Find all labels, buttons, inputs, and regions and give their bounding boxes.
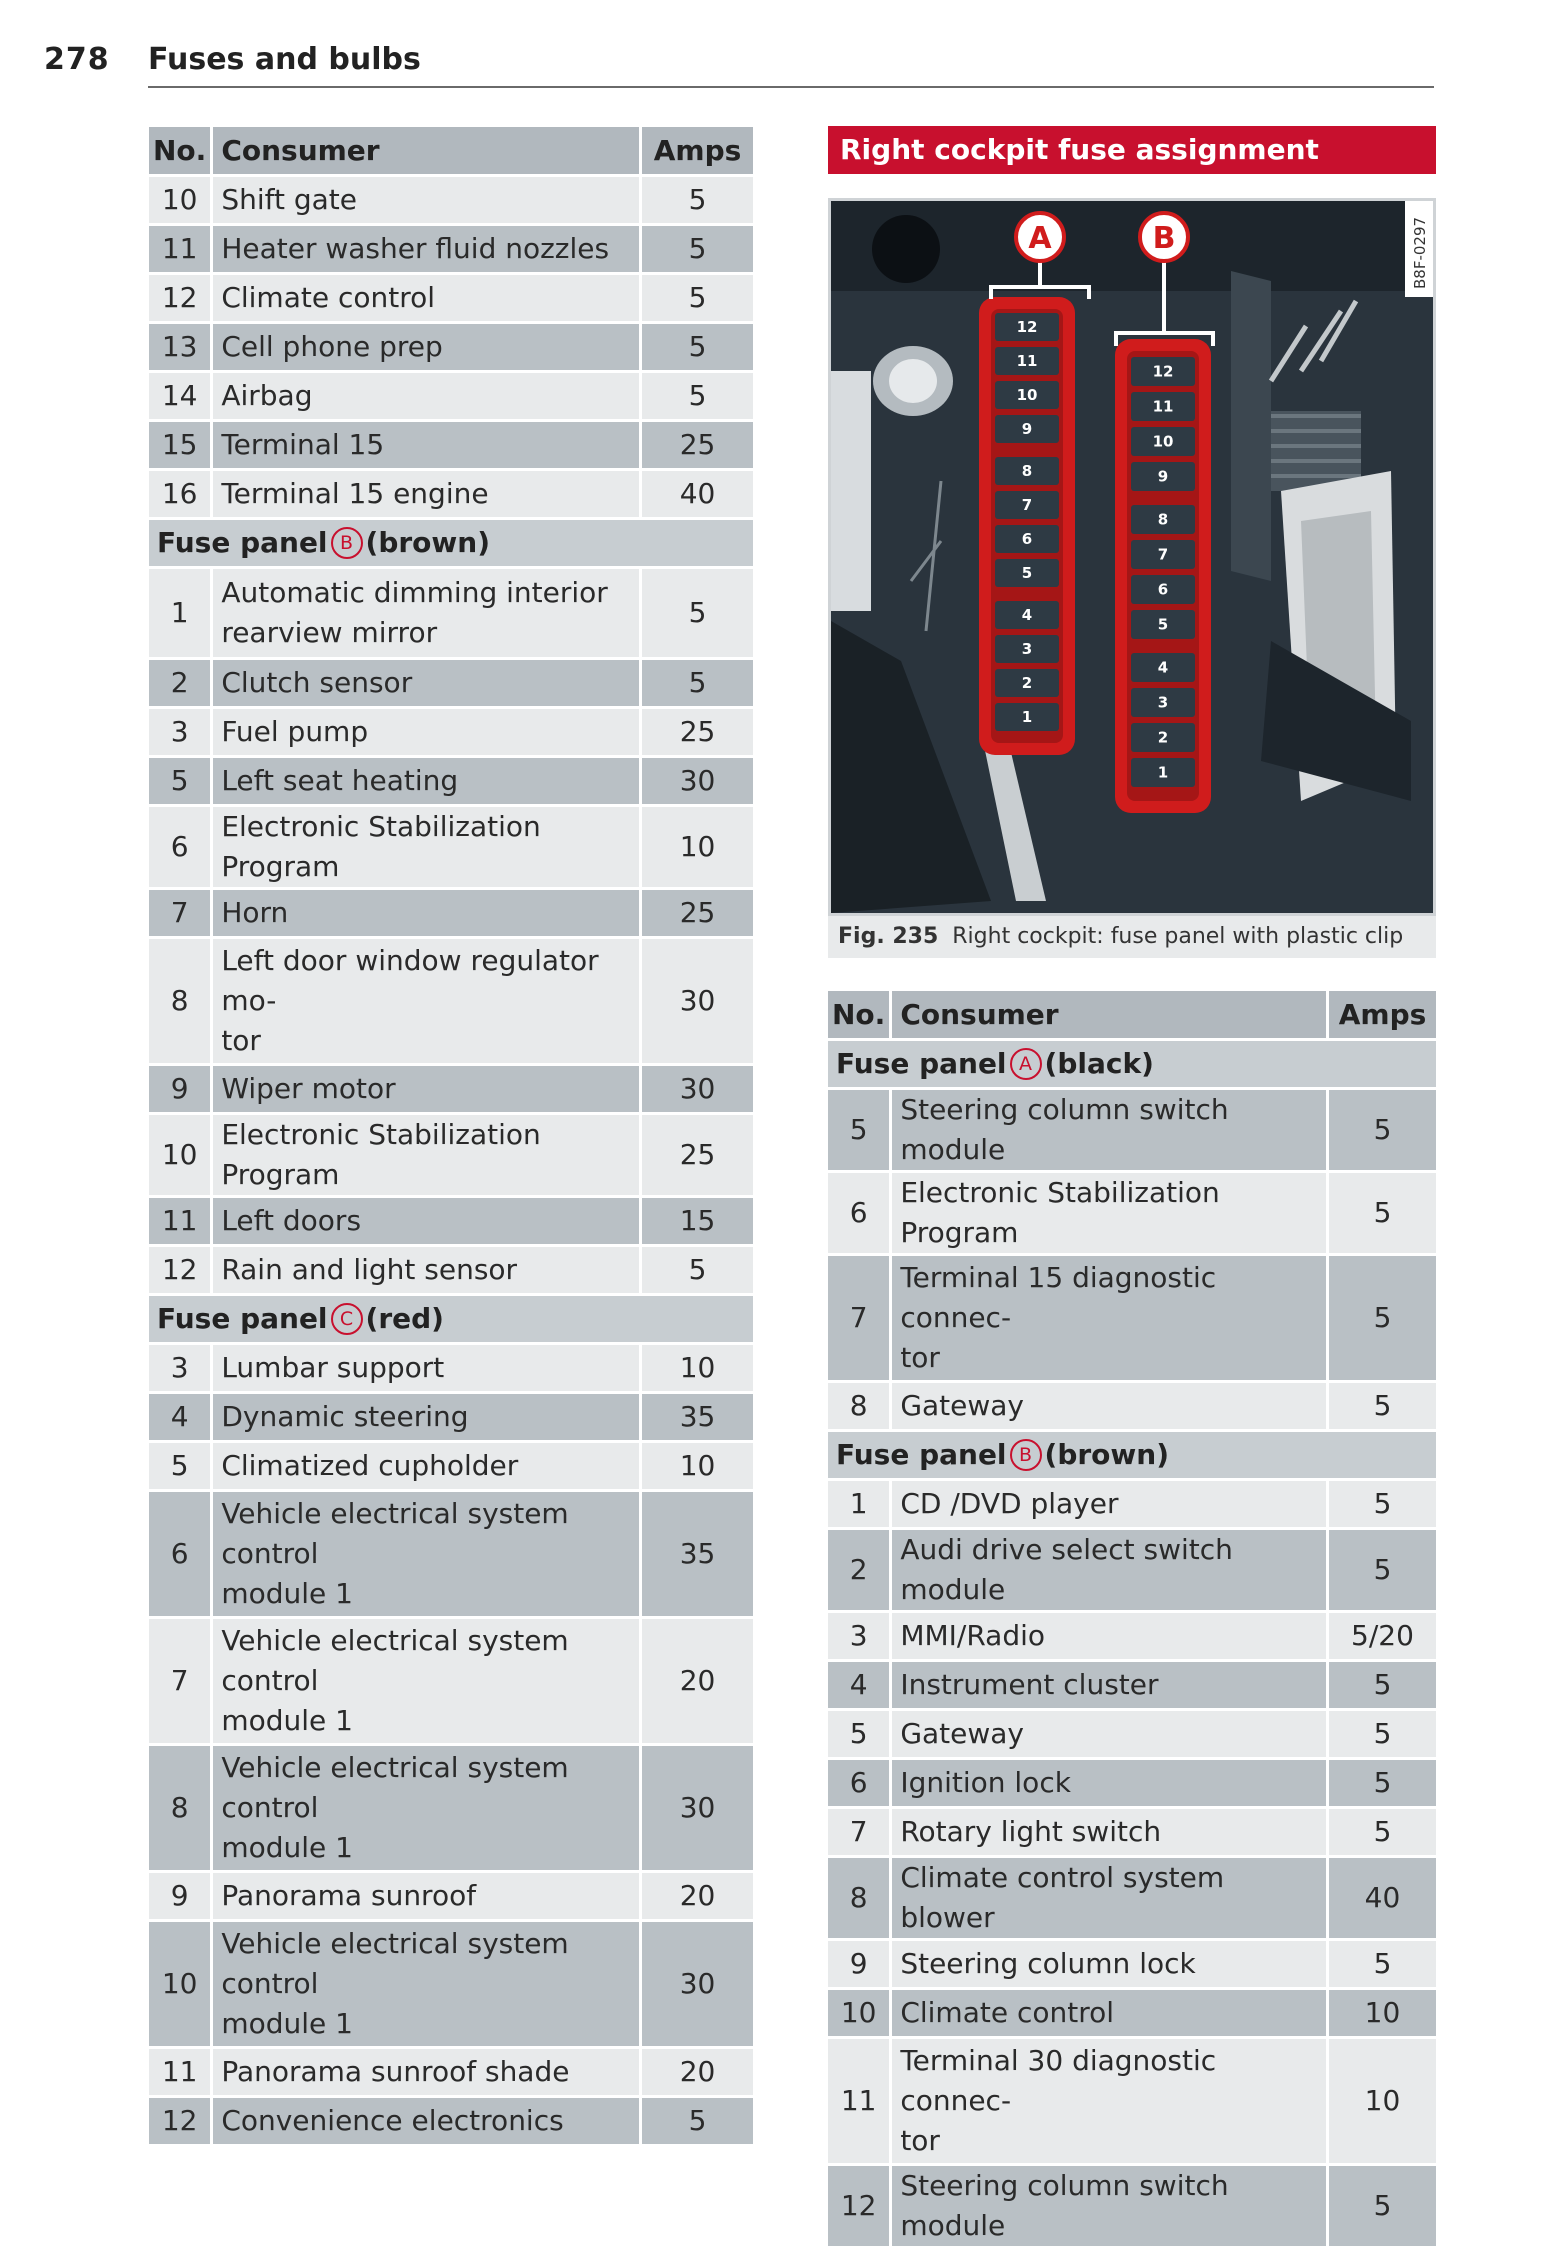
fuse-panel-group-row bbox=[828, 1041, 1436, 1087]
callout-b-label: B bbox=[1152, 221, 1176, 256]
consumer-line-1: Vehicle electrical system control bbox=[221, 1497, 569, 1570]
table-row bbox=[149, 709, 753, 755]
table-header-row bbox=[828, 991, 1436, 1038]
fuse-number: 12 bbox=[149, 275, 213, 321]
fuse-amps: 40 bbox=[1329, 1858, 1436, 1938]
fuse-number: 6 bbox=[149, 807, 213, 887]
fuse-amps: 5 bbox=[1329, 1711, 1436, 1757]
table-row bbox=[828, 1662, 1436, 1708]
page-number: 278 bbox=[44, 42, 110, 77]
fuse-consumer: Electronic Stabilization Program bbox=[892, 1173, 1329, 1253]
fuse-number: 7 bbox=[828, 1809, 892, 1855]
fuse-amps: 30 bbox=[642, 1922, 753, 2046]
fuse-number: 10 bbox=[149, 1922, 213, 2046]
table-row bbox=[149, 1247, 753, 1293]
fuse-amps: 5 bbox=[1329, 1760, 1436, 1806]
fuse-panel-group-label bbox=[828, 1041, 1436, 1087]
fuse-number: 11 bbox=[149, 226, 213, 272]
fuse-amps: 5 bbox=[1329, 2166, 1436, 2246]
fuse-amps: 5 bbox=[1329, 1383, 1436, 1429]
fuse-number: 5 bbox=[828, 1711, 892, 1757]
fuse-amps: 25 bbox=[642, 890, 753, 936]
fuse-number: 11 bbox=[149, 1198, 213, 1244]
fuse-number: 4 bbox=[828, 1662, 892, 1708]
figure-number: Fig. 235 bbox=[838, 924, 939, 949]
fuse-amps: 10 bbox=[1329, 1990, 1436, 2036]
header-consumer: Consumer bbox=[213, 127, 642, 174]
table-row bbox=[828, 2039, 1436, 2163]
fuse-amps: 5 bbox=[642, 2098, 753, 2144]
panel-letter-icon: A bbox=[1010, 1048, 1042, 1080]
fuse-slot-number: 3 bbox=[1157, 693, 1169, 712]
consumer-line-1: Vehicle electrical system control bbox=[221, 1624, 569, 1697]
fuse-number: 11 bbox=[149, 2049, 213, 2095]
table-row bbox=[149, 226, 753, 272]
fuse-amps: 5 bbox=[1329, 1256, 1436, 1380]
fuse-amps: 35 bbox=[642, 1492, 753, 1616]
fuse-amps: 20 bbox=[642, 1873, 753, 1919]
table-row bbox=[149, 807, 753, 887]
table-row bbox=[149, 471, 753, 517]
fuse-slot-number: 4 bbox=[1021, 606, 1033, 624]
table-row bbox=[149, 939, 753, 1063]
fuse-slot-number: 2 bbox=[1157, 728, 1169, 747]
fuse-amps: 5 bbox=[1329, 1530, 1436, 1610]
fuse-slot-number: 7 bbox=[1157, 545, 1169, 564]
fuse-amps: 5 bbox=[1329, 1941, 1436, 1987]
table-row bbox=[828, 1941, 1436, 1987]
fuse-consumer bbox=[213, 1746, 642, 1870]
fuse-number: 3 bbox=[149, 709, 213, 755]
fuse-number: 4 bbox=[149, 1394, 213, 1440]
left-fuse-table bbox=[149, 124, 753, 2147]
fuse-number: 8 bbox=[828, 1858, 892, 1938]
fuse-number: 2 bbox=[828, 1530, 892, 1610]
fuse-amps: 5 bbox=[642, 660, 753, 706]
fuse-consumer: Terminal 15 bbox=[213, 422, 642, 468]
header-amps: Amps bbox=[642, 127, 753, 174]
callout-a-label: A bbox=[1028, 221, 1052, 256]
fuse-number: 6 bbox=[828, 1173, 892, 1253]
fuse-slot-number: 1 bbox=[1021, 708, 1033, 726]
fuse-amps: 5 bbox=[642, 177, 753, 223]
fuse-amps: 10 bbox=[1329, 2039, 1436, 2163]
section-title: Fuses and bulbs bbox=[148, 42, 421, 77]
fuse-consumer bbox=[892, 1256, 1329, 1380]
group-suffix: (red) bbox=[365, 1302, 444, 1335]
fuse-panel-group-label bbox=[149, 520, 753, 566]
table-row bbox=[149, 373, 753, 419]
fuse-slot-number: 1 bbox=[1157, 763, 1169, 782]
consumer-line-1: Vehicle electrical system control bbox=[221, 1927, 569, 2000]
fuse-consumer: Fuel pump bbox=[213, 709, 642, 755]
fuse-amps: 5 bbox=[1329, 1090, 1436, 1170]
fuse-number: 5 bbox=[149, 1443, 213, 1489]
table-row bbox=[149, 1066, 753, 1112]
consumer-line-1: Terminal 30 diagnostic connec- bbox=[900, 2044, 1217, 2117]
fuse-slot-number: 6 bbox=[1157, 580, 1169, 599]
fuse-consumer: Shift gate bbox=[213, 177, 642, 223]
fuse-consumer bbox=[213, 1492, 642, 1616]
header-no: No. bbox=[828, 991, 892, 1038]
fuse-slot-number: 6 bbox=[1021, 530, 1033, 548]
fuse-consumer: Instrument cluster bbox=[892, 1662, 1329, 1708]
header-amps: Amps bbox=[1329, 991, 1436, 1038]
fuse-consumer: Gateway bbox=[892, 1711, 1329, 1757]
figure-banner: Right cockpit fuse assignment bbox=[828, 126, 1436, 174]
fuse-number: 10 bbox=[149, 1115, 213, 1195]
table-row bbox=[149, 1746, 753, 1870]
fuse-consumer: Electronic Stabilization Program bbox=[213, 1115, 642, 1195]
consumer-line-2: module 1 bbox=[221, 1704, 353, 1737]
fuse-consumer: Panorama sunroof bbox=[213, 1873, 642, 1919]
fuse-amps: 25 bbox=[642, 1115, 753, 1195]
fuse-consumer: Gateway bbox=[892, 1383, 1329, 1429]
fuse-number: 6 bbox=[828, 1760, 892, 1806]
fuse-slot-number: 5 bbox=[1157, 615, 1169, 634]
table-row bbox=[149, 275, 753, 321]
fuse-consumer: Steering column switch module bbox=[892, 1090, 1329, 1170]
table-row bbox=[149, 1873, 753, 1919]
consumer-line-2: tor bbox=[900, 1341, 940, 1374]
table-row bbox=[828, 1256, 1436, 1380]
fuse-consumer: Climate control bbox=[213, 275, 642, 321]
fuse-slot-number: 8 bbox=[1157, 510, 1169, 529]
fuse-amps: 5 bbox=[1329, 1173, 1436, 1253]
table-row bbox=[828, 1530, 1436, 1610]
fuse-number: 1 bbox=[828, 1481, 892, 1527]
table-row bbox=[149, 422, 753, 468]
table-row bbox=[149, 177, 753, 223]
fuse-consumer: Clutch sensor bbox=[213, 660, 642, 706]
fuse-slot-number: 2 bbox=[1021, 674, 1033, 692]
fuse-panel-figure bbox=[828, 198, 1436, 916]
table-row bbox=[149, 1394, 753, 1440]
panel-letter-icon: C bbox=[331, 1303, 363, 1335]
consumer-line-1: Vehicle electrical system control bbox=[221, 1751, 569, 1824]
fuse-number: 9 bbox=[149, 1873, 213, 1919]
fuse-consumer: Wiper motor bbox=[213, 1066, 642, 1112]
group-prefix: Fuse panel bbox=[836, 1438, 1007, 1471]
fuse-slot-number: 12 bbox=[1016, 318, 1038, 336]
fuse-amps: 30 bbox=[642, 1066, 753, 1112]
fuse-consumer: Lumbar support bbox=[213, 1345, 642, 1391]
fuse-number: 13 bbox=[149, 324, 213, 370]
fuse-consumer: Climatized cupholder bbox=[213, 1443, 642, 1489]
fuse-number: 10 bbox=[828, 1990, 892, 2036]
table-row bbox=[149, 2098, 753, 2144]
fuse-consumer bbox=[213, 939, 642, 1063]
fuse-consumer: Electronic Stabilization Program bbox=[213, 807, 642, 887]
fuse-amps: 5 bbox=[642, 226, 753, 272]
fuse-consumer bbox=[213, 569, 642, 657]
header-no: No. bbox=[149, 127, 213, 174]
table-row bbox=[149, 569, 753, 657]
table-row bbox=[828, 1760, 1436, 1806]
fuse-consumer: Airbag bbox=[213, 373, 642, 419]
fuse-slot-number: 11 bbox=[1016, 352, 1038, 370]
table-row bbox=[149, 1443, 753, 1489]
fuse-amps: 5 bbox=[642, 275, 753, 321]
table-row bbox=[149, 1198, 753, 1244]
fuse-slot-number: 4 bbox=[1157, 658, 1169, 677]
fuse-number: 12 bbox=[149, 2098, 213, 2144]
fuse-consumer: Steering column switch module bbox=[892, 2166, 1329, 2246]
fuse-consumer: Left doors bbox=[213, 1198, 642, 1244]
fuse-slot-number: 5 bbox=[1021, 564, 1033, 582]
fuse-number: 8 bbox=[828, 1383, 892, 1429]
table-row bbox=[149, 324, 753, 370]
fuse-consumer: Cell phone prep bbox=[213, 324, 642, 370]
consumer-line-1: Terminal 15 diagnostic connec- bbox=[900, 1261, 1217, 1334]
fuse-amps: 5 bbox=[1329, 1481, 1436, 1527]
table-row bbox=[828, 1990, 1436, 2036]
fuse-amps: 10 bbox=[642, 1443, 753, 1489]
figure-caption bbox=[828, 916, 1436, 958]
fuse-slot-number: 9 bbox=[1157, 467, 1169, 486]
group-suffix: (brown) bbox=[1044, 1438, 1170, 1471]
fuse-number: 5 bbox=[828, 1090, 892, 1170]
fuse-amps: 15 bbox=[642, 1198, 753, 1244]
fuse-number: 16 bbox=[149, 471, 213, 517]
fuse-consumer: Convenience electronics bbox=[213, 2098, 642, 2144]
fuse-amps: 5 bbox=[642, 324, 753, 370]
table-row bbox=[149, 1922, 753, 2046]
fuse-consumer: Climate control system blower bbox=[892, 1858, 1329, 1938]
consumer-line-2: tor bbox=[900, 2124, 940, 2157]
table-header-row bbox=[149, 127, 753, 174]
table-row bbox=[149, 1619, 753, 1743]
fuse-consumer bbox=[213, 1922, 642, 2046]
fuse-number: 11 bbox=[828, 2039, 892, 2163]
fuse-amps: 5 bbox=[1329, 1662, 1436, 1708]
page-header bbox=[44, 36, 1434, 88]
fuse-amps: 30 bbox=[642, 1746, 753, 1870]
fuse-consumer: Horn bbox=[213, 890, 642, 936]
fuse-consumer: CD /DVD player bbox=[892, 1481, 1329, 1527]
fuse-slot-number: 10 bbox=[1152, 432, 1174, 451]
group-suffix: (brown) bbox=[365, 526, 491, 559]
fuse-number: 1 bbox=[149, 569, 213, 657]
right-fuse-table bbox=[828, 988, 1436, 2249]
fuse-panel-group-row bbox=[149, 1296, 753, 1342]
fuse-number: 7 bbox=[149, 890, 213, 936]
fuse-amps: 10 bbox=[642, 1345, 753, 1391]
group-suffix: (black) bbox=[1044, 1047, 1154, 1080]
table-row bbox=[828, 1613, 1436, 1659]
table-row bbox=[149, 2049, 753, 2095]
fuse-consumer: Climate control bbox=[892, 1990, 1329, 2036]
table-row bbox=[828, 1481, 1436, 1527]
fuse-slot-number: 9 bbox=[1021, 420, 1033, 438]
panel-letter-icon: B bbox=[1010, 1439, 1042, 1471]
table-row bbox=[828, 1858, 1436, 1938]
fuse-consumer: Steering column lock bbox=[892, 1941, 1329, 1987]
fuse-number: 2 bbox=[149, 660, 213, 706]
table-row bbox=[828, 1090, 1436, 1170]
table-row bbox=[828, 1173, 1436, 1253]
fuse-amps: 5 bbox=[1329, 1809, 1436, 1855]
consumer-line-1: Left door window regulator mo- bbox=[221, 944, 599, 1017]
fuse-number: 5 bbox=[149, 758, 213, 804]
consumer-line-2: module 1 bbox=[221, 1577, 353, 1610]
table-row bbox=[149, 660, 753, 706]
fuse-consumer: Panorama sunroof shade bbox=[213, 2049, 642, 2095]
fuse-consumer: MMI/Radio bbox=[892, 1613, 1329, 1659]
fuse-number: 7 bbox=[828, 1256, 892, 1380]
fuse-slot-number: 12 bbox=[1152, 362, 1174, 381]
fuse-amps: 5 bbox=[642, 569, 753, 657]
fuse-number: 7 bbox=[149, 1619, 213, 1743]
table-row bbox=[149, 1492, 753, 1616]
table-row bbox=[828, 2166, 1436, 2246]
group-prefix: Fuse panel bbox=[157, 1302, 328, 1335]
table-row bbox=[828, 1383, 1436, 1429]
fuse-consumer: Dynamic steering bbox=[213, 1394, 642, 1440]
consumer-line-2: rearview mirror bbox=[221, 616, 438, 649]
fuse-number: 8 bbox=[149, 1746, 213, 1870]
fuse-amps: 35 bbox=[642, 1394, 753, 1440]
group-prefix: Fuse panel bbox=[157, 526, 328, 559]
group-prefix: Fuse panel bbox=[836, 1047, 1007, 1080]
fuse-amps: 10 bbox=[642, 807, 753, 887]
fuse-amps: 30 bbox=[642, 939, 753, 1063]
header-consumer: Consumer bbox=[892, 991, 1329, 1038]
panel-letter-icon: B bbox=[331, 527, 363, 559]
fuse-number: 6 bbox=[149, 1492, 213, 1616]
figure-caption-text: Right cockpit: fuse panel with plastic clip bbox=[952, 924, 1404, 949]
fuse-consumer: Rotary light switch bbox=[892, 1809, 1329, 1855]
fuse-consumer: Audi drive select switch module bbox=[892, 1530, 1329, 1610]
consumer-line-2: tor bbox=[221, 1024, 261, 1057]
fuse-slot-number: 3 bbox=[1021, 640, 1033, 658]
fuse-amps: 20 bbox=[642, 2049, 753, 2095]
fuse-panel-group-row bbox=[828, 1432, 1436, 1478]
fuse-panel-group-label bbox=[828, 1432, 1436, 1478]
fuse-number: 8 bbox=[149, 939, 213, 1063]
fuse-consumer bbox=[892, 2039, 1329, 2163]
fuse-amps: 5 bbox=[642, 1247, 753, 1293]
fuse-number: 12 bbox=[828, 2166, 892, 2246]
table-row bbox=[828, 1711, 1436, 1757]
fuse-number: 15 bbox=[149, 422, 213, 468]
figure-code: B8F-0297 bbox=[1411, 216, 1429, 289]
fuse-slot-number: 10 bbox=[1016, 386, 1038, 404]
fuse-slot-number: 11 bbox=[1152, 397, 1174, 416]
fuse-panel-illustration bbox=[831, 201, 1433, 913]
consumer-line-2: module 1 bbox=[221, 2007, 353, 2040]
fuse-consumer: Rain and light sensor bbox=[213, 1247, 642, 1293]
fuse-amps: 5/20 bbox=[1329, 1613, 1436, 1659]
consumer-line-2: module 1 bbox=[221, 1831, 353, 1864]
fuse-number: 14 bbox=[149, 373, 213, 419]
fuse-consumer bbox=[213, 1619, 642, 1743]
fuse-number: 12 bbox=[149, 1247, 213, 1293]
table-row bbox=[149, 1345, 753, 1391]
fuse-consumer: Heater washer fluid nozzles bbox=[213, 226, 642, 272]
consumer-line-1: Automatic dimming interior bbox=[221, 576, 608, 609]
fuse-consumer: Ignition lock bbox=[892, 1760, 1329, 1806]
fuse-number: 9 bbox=[828, 1941, 892, 1987]
table-row bbox=[149, 1115, 753, 1195]
fuse-amps: 5 bbox=[642, 373, 753, 419]
fuse-slot-number: 7 bbox=[1021, 496, 1033, 514]
table-row bbox=[149, 890, 753, 936]
fuse-panel-group-label bbox=[149, 1296, 753, 1342]
fuse-amps: 20 bbox=[642, 1619, 753, 1743]
fuse-number: 10 bbox=[149, 177, 213, 223]
fuse-amps: 25 bbox=[642, 709, 753, 755]
fuse-slot-number: 8 bbox=[1021, 462, 1033, 480]
fuse-consumer: Terminal 15 engine bbox=[213, 471, 642, 517]
fuse-number: 9 bbox=[149, 1066, 213, 1112]
fuse-consumer: Left seat heating bbox=[213, 758, 642, 804]
fuse-panel-group-row bbox=[149, 520, 753, 566]
fuse-amps: 30 bbox=[642, 758, 753, 804]
fuse-amps: 40 bbox=[642, 471, 753, 517]
table-row bbox=[828, 1809, 1436, 1855]
table-row bbox=[149, 758, 753, 804]
fuse-number: 3 bbox=[149, 1345, 213, 1391]
fuse-amps: 25 bbox=[642, 422, 753, 468]
fuse-number: 3 bbox=[828, 1613, 892, 1659]
